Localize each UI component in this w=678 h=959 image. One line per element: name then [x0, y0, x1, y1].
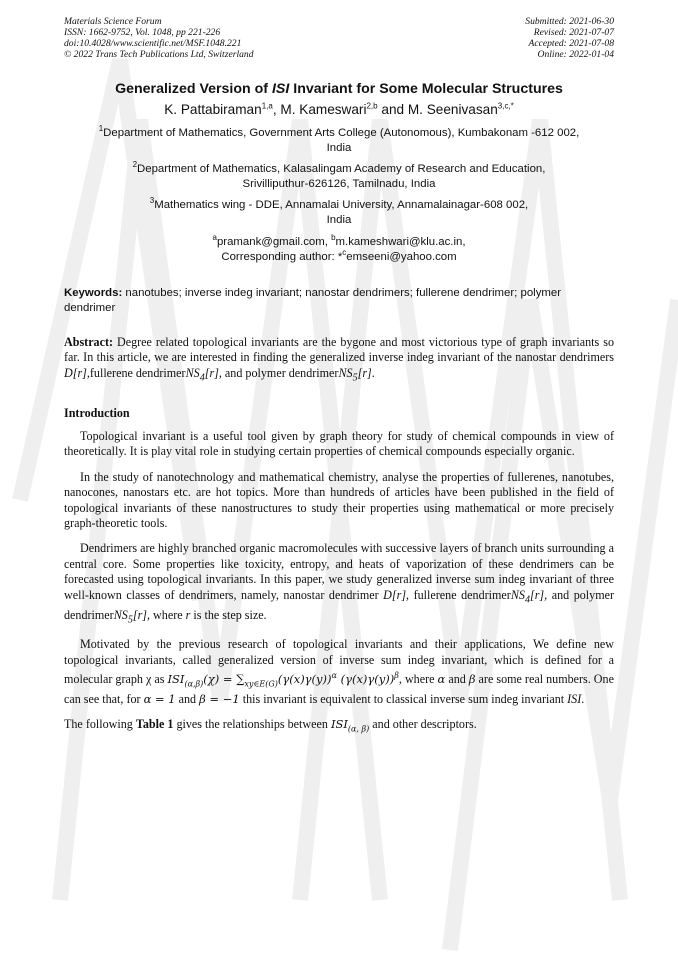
para-text: and polymer dendrimer	[64, 587, 615, 622]
para-text: The following	[64, 717, 136, 732]
abstract-label: Abstract:	[64, 335, 114, 349]
math-symbol: β	[468, 671, 476, 686]
affil-line: Department of Mathematics, Government Arts College (Autonomous), Kumbakonam -612 002,	[103, 127, 580, 139]
accepted-date: Accepted: 2021-07-08	[528, 38, 614, 49]
author-sep: ,	[272, 102, 281, 117]
title-part: Invariant for Some Molecular Structures	[289, 81, 563, 97]
formula-part: ISI	[167, 671, 185, 686]
formula-part: ISI	[330, 717, 348, 732]
author-sup: 1,a	[261, 101, 273, 111]
author-name: K. Pattabiraman	[164, 102, 262, 117]
para-text: and	[175, 691, 200, 706]
para-text: and	[445, 671, 469, 686]
header-meta	[64, 16, 614, 60]
math-symbol: β = −1	[199, 691, 240, 706]
paragraph-4	[64, 637, 614, 707]
para-term-post: [r],	[132, 607, 151, 622]
keywords	[64, 286, 614, 315]
affil-line: Srivilliputhur-626126, Tamilnadu, India	[242, 177, 436, 190]
math-symbol: α	[437, 671, 446, 686]
author-sup: 3,c,*	[497, 101, 514, 111]
paragraph-3	[64, 541, 614, 627]
affiliation-2	[64, 162, 614, 191]
abstract-term	[185, 365, 222, 384]
affil-sup: 3	[149, 196, 155, 206]
section-heading: Introduction	[64, 405, 130, 420]
para-term-base: NS	[510, 587, 525, 602]
dates	[525, 16, 614, 60]
affil-line: India	[326, 213, 352, 226]
affil-line: Department of Mathematics, Kalasalingam Academy of Research and Education,	[137, 163, 546, 175]
affiliation-1	[64, 126, 614, 155]
email-sup: b	[331, 233, 336, 243]
email-c[interactable]: emseeni@yahoo.com	[346, 250, 457, 263]
formula-part: (γ(x)γ(y))	[277, 671, 332, 686]
para-term: D[r],	[383, 587, 410, 602]
corresponding-label: Corresponding author: *	[221, 250, 343, 263]
email-a[interactable]: pramank@gmail.com,	[216, 236, 332, 248]
title-italic: ISI	[271, 81, 290, 97]
para-text: are some real numbers. One can see that, for	[64, 671, 614, 706]
para-term	[510, 587, 548, 606]
abstract-term	[338, 365, 372, 384]
para-text: .	[581, 691, 585, 706]
para-text: where	[150, 607, 186, 622]
affil-sup: 2	[132, 160, 138, 170]
para-term-base: NS	[113, 607, 128, 622]
para-term: ISI	[567, 691, 582, 706]
journal-info	[64, 16, 254, 60]
email-sup: c	[342, 247, 347, 257]
email-sup: a	[212, 233, 217, 243]
copyright: © 2022 Trans Tech Publications Ltd, Switzerland	[64, 49, 254, 60]
paragraph-2: In the study of nanotechnology and mathematical chemistry, analyse the properties of fullerenes, nanotubes, nanocones, nanostars etc. are hot topics. More than hundreds of articles have been published in the field of topological invariants of these nanostructures to study their properties using mathematical or more precisely graph-theoretic tools.	[64, 469, 614, 531]
para-term-sub: 5	[127, 613, 133, 625]
abstract-term-post: [r]	[357, 365, 372, 380]
abstract-term-post: [r],	[204, 365, 222, 380]
formula-part: (χ) = ∑	[203, 671, 245, 686]
formula-isi	[167, 671, 399, 689]
table-link[interactable]: Table 1	[135, 717, 174, 732]
author-sup: 2,b	[366, 101, 378, 111]
formula-sub: (α, β)	[347, 724, 370, 734]
abstract-term-base: NS	[185, 365, 200, 380]
para-text: Motivated by the previous research of topological invariants and their applications, We define new topological invariants, called generalized version of inverse sum indeg invariant, which is defined for a molecular graph χ as	[64, 637, 614, 686]
formula-sub: (α,β)	[184, 679, 204, 689]
abstract-term-base: NS	[338, 365, 353, 380]
para-term-sub: 4	[524, 594, 530, 606]
author-name: M. Kameswari	[280, 102, 367, 117]
para-term: r	[185, 607, 191, 622]
para-text: and other descriptors.	[369, 717, 477, 732]
abstract-text: .	[371, 365, 375, 380]
formula-isi-short	[330, 717, 370, 734]
affil-line: India	[326, 141, 352, 154]
online-date: Online: 2022-01-04	[537, 49, 614, 60]
doi: doi:10.4028/www.scientific.net/MSF.1048.221	[64, 38, 242, 49]
abstract-term-sub: 4	[199, 372, 205, 384]
math-symbol: α = 1	[143, 691, 176, 706]
para-text: fullerene dendrimer	[409, 587, 511, 602]
abstract-text: Degree related topological invariants are the bygone and most victorious type of graph invariants so far. In this article, we are interested in finding the generalized inverse indeg invariant of the nanostar dendrimers	[64, 335, 614, 365]
formula-sup: β	[394, 671, 399, 681]
affil-line: Mathematics wing - DDE, Annamalai University, Annamalainagar-608 002,	[154, 199, 529, 211]
paper-title	[64, 80, 614, 98]
para-text: Dendrimers are highly branched organic macromolecules with successive layers of branch units surrounding a central core. Some properties like toxicity, entropy, and heats of vaporization of these dendrimers can be forecasted using topological invariants. In this paper, we study generalized inverse sum indeg invariant of three well-known classes of dendrimers, namely, nanostar dendrimer	[64, 541, 614, 602]
para-text: is the step size.	[190, 607, 267, 622]
para-text: this invariant is equivalent to classical inverse sum indeg invariant	[239, 691, 568, 706]
abstract	[64, 335, 614, 386]
formula-part: (γ(x)γ(y))	[336, 671, 395, 686]
paragraph-1: Topological invariant is a useful tool given by graph theory for study of chemical compounds in view of theoretically. It is play vital role in studying certain properties of chemical compounds especially organic.	[64, 429, 614, 459]
para-text: gives the relationships between	[173, 717, 331, 732]
affil-sup: 1	[98, 124, 104, 134]
abstract-text: ,fullerene dendrimer	[86, 365, 186, 380]
email-block	[64, 235, 614, 264]
para-term	[113, 607, 151, 625]
para-text: , where	[398, 671, 438, 686]
formula-sub: xy∈E(G)	[244, 679, 278, 689]
abstract-term-sub: 5	[352, 372, 358, 384]
abstract-term: D[r]	[64, 365, 87, 380]
formula-sup: α	[331, 671, 337, 681]
para-term-post: [r],	[530, 587, 548, 602]
author-sep: and	[377, 102, 408, 117]
issn: ISSN: 1662-9752, Vol. 1048, pp 221-226	[64, 27, 221, 38]
title-part: Generalized Version of	[115, 81, 272, 97]
abstract-text: and polymer dendrimer	[221, 365, 339, 380]
keywords-text: nanotubes; inverse indeg invariant; nanostar dendrimers; fullerene dendrimer; polymer dendrimer	[64, 287, 562, 314]
author-list	[64, 101, 614, 119]
email-b[interactable]: m.kameshwari@klu.ac.in,	[335, 236, 466, 248]
keywords-label: Keywords:	[64, 287, 123, 299]
author-name: M. Seenivasan	[407, 102, 498, 117]
table-reference	[64, 717, 614, 737]
submitted-date: Submitted: 2021-06-30	[525, 16, 614, 27]
revised-date: Revised: 2021-07-07	[533, 27, 614, 38]
affiliation-3	[64, 198, 614, 227]
journal-name: Materials Science Forum	[64, 16, 162, 27]
